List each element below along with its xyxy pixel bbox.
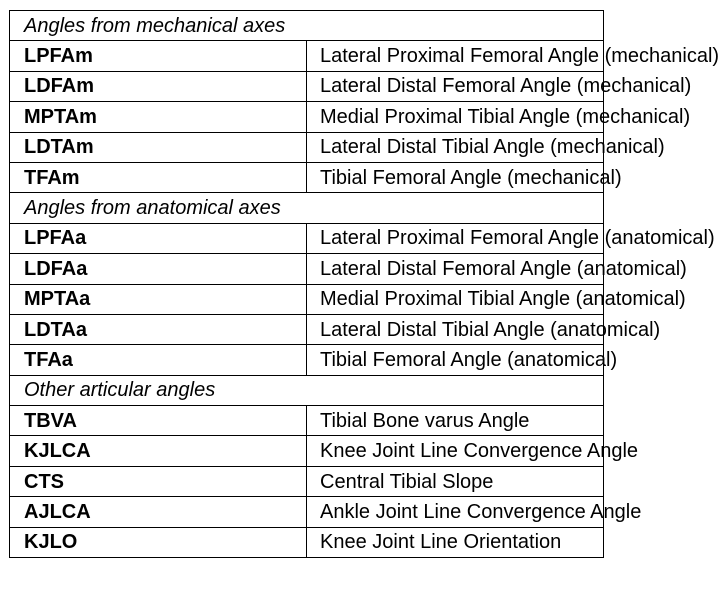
table-row (10, 527, 604, 557)
table-row (10, 71, 604, 101)
abbreviation-cell: LPFAm (10, 41, 307, 71)
abbreviation-cell: LDFAa (10, 254, 307, 284)
description-cell: Knee Joint Line Convergence Angle (307, 436, 604, 466)
table-row (10, 284, 604, 314)
table-row (10, 102, 604, 132)
abbreviation-cell: TBVA (10, 406, 307, 436)
description-cell: Tibial Femoral Angle (anatomical) (307, 345, 604, 375)
table-row (10, 345, 604, 375)
abbreviation-cell: MPTAa (10, 284, 307, 314)
description-cell: Tibial Bone varus Angle (307, 406, 604, 436)
abbreviation-cell: KJLO (10, 527, 307, 557)
table-row (10, 41, 604, 71)
description-cell: Lateral Distal Femoral Angle (mechanical) (307, 71, 604, 101)
table-row (10, 314, 604, 344)
description-cell: Central Tibial Slope (307, 466, 604, 496)
section-header-row (10, 11, 604, 41)
table-row (10, 497, 604, 527)
abbreviation-cell: KJLCA (10, 436, 307, 466)
table-row (10, 466, 604, 496)
section-header-row (10, 375, 604, 405)
section-heading: Angles from mechanical axes (10, 11, 604, 41)
abbreviation-cell: TFAa (10, 345, 307, 375)
abbreviation-cell: LDTAa (10, 314, 307, 344)
table-row (10, 436, 604, 466)
table-row (10, 162, 604, 192)
abbreviation-cell: LPFAa (10, 223, 307, 253)
description-cell: Medial Proximal Tibial Angle (anatomical) (307, 284, 604, 314)
description-cell: Knee Joint Line Orientation (307, 527, 604, 557)
abbreviation-cell: LDTAm (10, 132, 307, 162)
abbreviation-cell: TFAm (10, 162, 307, 192)
table-row (10, 254, 604, 284)
description-cell: Lateral Proximal Femoral Angle (anatomical) (307, 223, 604, 253)
abbreviation-cell: CTS (10, 466, 307, 496)
description-cell: Ankle Joint Line Convergence Angle (307, 497, 604, 527)
table-row (10, 223, 604, 253)
description-cell: Lateral Distal Tibial Angle (anatomical) (307, 314, 604, 344)
description-cell: Lateral Distal Femoral Angle (anatomical) (307, 254, 604, 284)
section-heading: Other articular angles (10, 375, 604, 405)
description-cell: Medial Proximal Tibial Angle (mechanical) (307, 102, 604, 132)
abbreviation-cell: MPTAm (10, 102, 307, 132)
abbreviation-table (9, 10, 719, 558)
abbreviation-cell: AJLCA (10, 497, 307, 527)
abbreviation-cell: LDFAm (10, 71, 307, 101)
section-heading: Angles from anatomical axes (10, 193, 604, 223)
section-header-row (10, 193, 604, 223)
description-cell: Lateral Distal Tibial Angle (mechanical) (307, 132, 604, 162)
description-cell: Tibial Femoral Angle (mechanical) (307, 162, 604, 192)
description-cell: Lateral Proximal Femoral Angle (mechanical) (307, 41, 604, 71)
table-row (10, 132, 604, 162)
table-row (10, 406, 604, 436)
